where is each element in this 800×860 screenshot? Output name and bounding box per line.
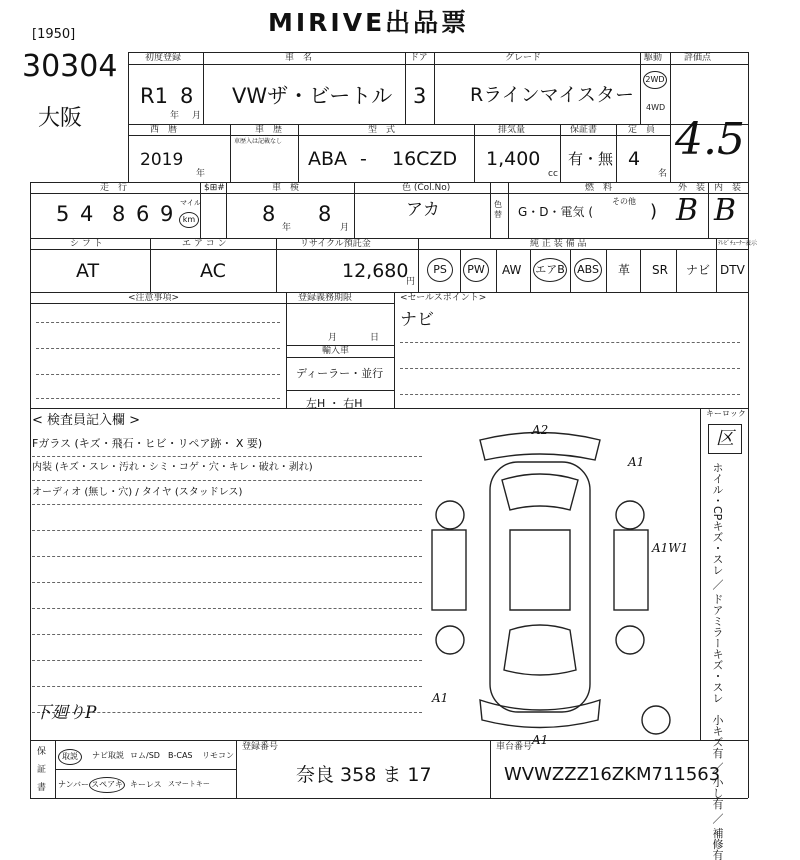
inspection-year: 8 [262,202,276,226]
lot-bracket: [1950] [32,27,76,42]
model-type-label: 型 式 [368,125,396,135]
recycle-value: 12,680 [342,260,409,282]
reg-no-value: 奈良 358 ま 17 [296,764,432,786]
sheet-title: MIRIVE出品票 [268,8,470,37]
cc-unit: cc [548,169,558,179]
mileage-label: 走 行 [100,183,128,193]
accessory-label-3: 書 [37,783,47,793]
doors-label: ドア [410,53,428,63]
acc-keyless: キーレス [130,780,162,789]
aircon-label: エ ア コ ン [182,239,227,249]
first-reg-label: 初度登録 [145,53,182,63]
fuel-other-label: その他 [612,197,636,206]
mileage-digit-3: 8 [112,202,126,226]
options-label: 純 正 装 備 品 [530,239,587,249]
import-dealer: ディーラー・並行 [296,367,384,380]
color-value: アカ [406,200,440,220]
first-reg-era: R1 [140,84,168,108]
windshield-note: Fガラス (キズ・飛石・ヒビ・リペア跡・ X 要) [32,437,263,450]
odometer-change-label: $⊞# [204,183,225,193]
damage-a2: A2 [532,423,549,437]
capacity-value: 4 [628,148,641,170]
notes-label: <注意事項> [128,293,180,303]
year-type-label: 西 暦 [150,125,178,135]
reg-no-label: 登録番号 [242,742,279,752]
year-unit: 年 [170,111,180,121]
option-abs: ABS [574,258,602,282]
import-hand: 左H ・ 右H [306,397,363,410]
accessory-label-1: 保 [37,747,47,757]
option-leather: 革 [618,263,631,277]
damage-a1w1: A1W1 [652,541,689,555]
shift-value: AT [76,260,100,282]
exterior-grade: B [676,193,699,228]
score-label: 評価点 [684,53,712,63]
year-value-unit: 年 [196,169,206,179]
displacement-label: 排気量 [498,125,526,135]
score-value: 4.5 [675,114,745,165]
acc-remote: リモコン [202,751,234,760]
acc-manual: 取説 [58,749,82,765]
car-name: VWザ・ビートル [232,84,393,108]
option-ps: PS [427,258,453,282]
reg-expiry-month: 月 [328,333,338,343]
option-airbag: エアB [533,258,567,282]
fuel-label: 燃 料 [585,183,613,193]
option-pw: PW [463,258,489,282]
first-reg-month: 8 [180,84,194,108]
color-label: 色 (Col.No) [402,183,451,193]
acc-number: ナンバー [58,780,90,789]
drive-label: 駆動 [644,53,663,63]
grade-label: グレード [505,53,542,63]
inspection-year-unit: 年 [282,223,292,233]
model-code: 16CZD [392,148,458,170]
year-value: 2019 [140,150,184,170]
side-notes: ホイル・CPキズ・スレ ／ ドアミラーキズ・スレ 小キズ有 ／ 小し有 ／ 補修有 [711,462,724,860]
month-unit: 月 [192,111,202,121]
inspector-notes-label: < 検査員記入欄 > [32,413,141,428]
fuel-value: G・D・電気 ( [518,205,594,219]
mile-unit: マイル [180,199,201,207]
yen-unit: 円 [406,277,416,287]
acc-bcas: B-CAS [168,751,193,760]
shift-label: シ フ ト [70,239,103,249]
handwritten-note: 下廻りP [34,703,97,723]
doors-value: 3 [413,84,427,108]
sales-point-label: <セールスポイント> [400,293,487,303]
exterior-label: 外 装 [678,183,706,193]
option-dtv: DTV [720,263,745,277]
inspection-month-unit: 月 [340,223,350,233]
key-lock-label: キーロック [706,409,746,418]
accessory-label-2: 証 [37,765,47,775]
chassis-no-label: 車台番号 [496,742,533,752]
option-navi: ナビ [686,263,711,277]
lot-number: 30304 [22,49,118,84]
warranty-value: 有・無 [568,150,614,168]
acc-navi-manual: ナビ取説 [92,751,124,760]
grade-value: Rラインマイスター [470,84,635,106]
model-dash: - [360,148,367,170]
drive-2wd: 2WD [643,71,667,89]
audio-note: オーディオ (無し・穴) / タイヤ (スタッドレス) [32,487,243,498]
car-damage-diagram [420,420,660,740]
interior-grade: B [714,193,737,228]
damage-a1-rear-left: A1 [432,691,449,705]
tv-tuner-label: ﾃﾚﾋﾞﾁｭｰﾅｰ表示 [718,240,758,247]
venue: 大阪 [38,106,83,131]
option-aw: AW [502,263,522,277]
displacement-value: 1,400 [486,148,541,170]
option-sr: SR [652,263,668,277]
interior-note: 内装 (キズ・スレ・汚れ・シミ・コゲ・穴・キレ・破れ・剥れ) [32,462,313,473]
sales-point-value: ナビ [400,310,434,330]
acc-rom: ロム/SD [130,751,160,760]
cert-note: 車歴入は記載なし [234,138,283,145]
mileage-digit-2: 4 [80,202,94,226]
interior-label: 内 装 [714,183,742,193]
inspection-month: 8 [318,202,332,226]
car-name-label: 車 名 [285,53,313,63]
cert-label: 車 歴 [255,125,283,135]
fuel-close: ) [650,201,658,222]
damage-a1-front-right: A1 [628,455,645,469]
model-prefix: ABA [308,148,348,170]
warranty-label: 保証書 [570,125,598,135]
drive-4wd: 4WD [646,103,666,112]
chassis-no-value: WVWZZZ16ZKM711563 [504,764,721,785]
acc-spare-key: スペアキー [89,777,125,793]
recycle-label: リサイクル預託金 [300,239,371,249]
aircon-value: AC [200,260,226,282]
people-unit: 名 [658,169,668,179]
color-side-label: 色替 [494,200,502,219]
mileage-digit-5: 9 [160,202,174,226]
damage-a1-rear: A1 [532,733,549,747]
reg-expiry-label: 登録義務期限 [298,293,353,303]
reg-expiry-day: 日 [370,333,380,343]
import-label: 輸入車 [322,346,350,356]
mileage-digit-4: 6 [136,202,150,226]
key-lock-stamp: 区 [708,424,742,454]
mileage-digit-1: 5 [56,202,70,226]
capacity-label: 定 員 [628,125,656,135]
km-unit: km [179,212,199,228]
inspection-label: 車 検 [272,183,300,193]
acc-smart-key: スマートキー [168,780,210,788]
